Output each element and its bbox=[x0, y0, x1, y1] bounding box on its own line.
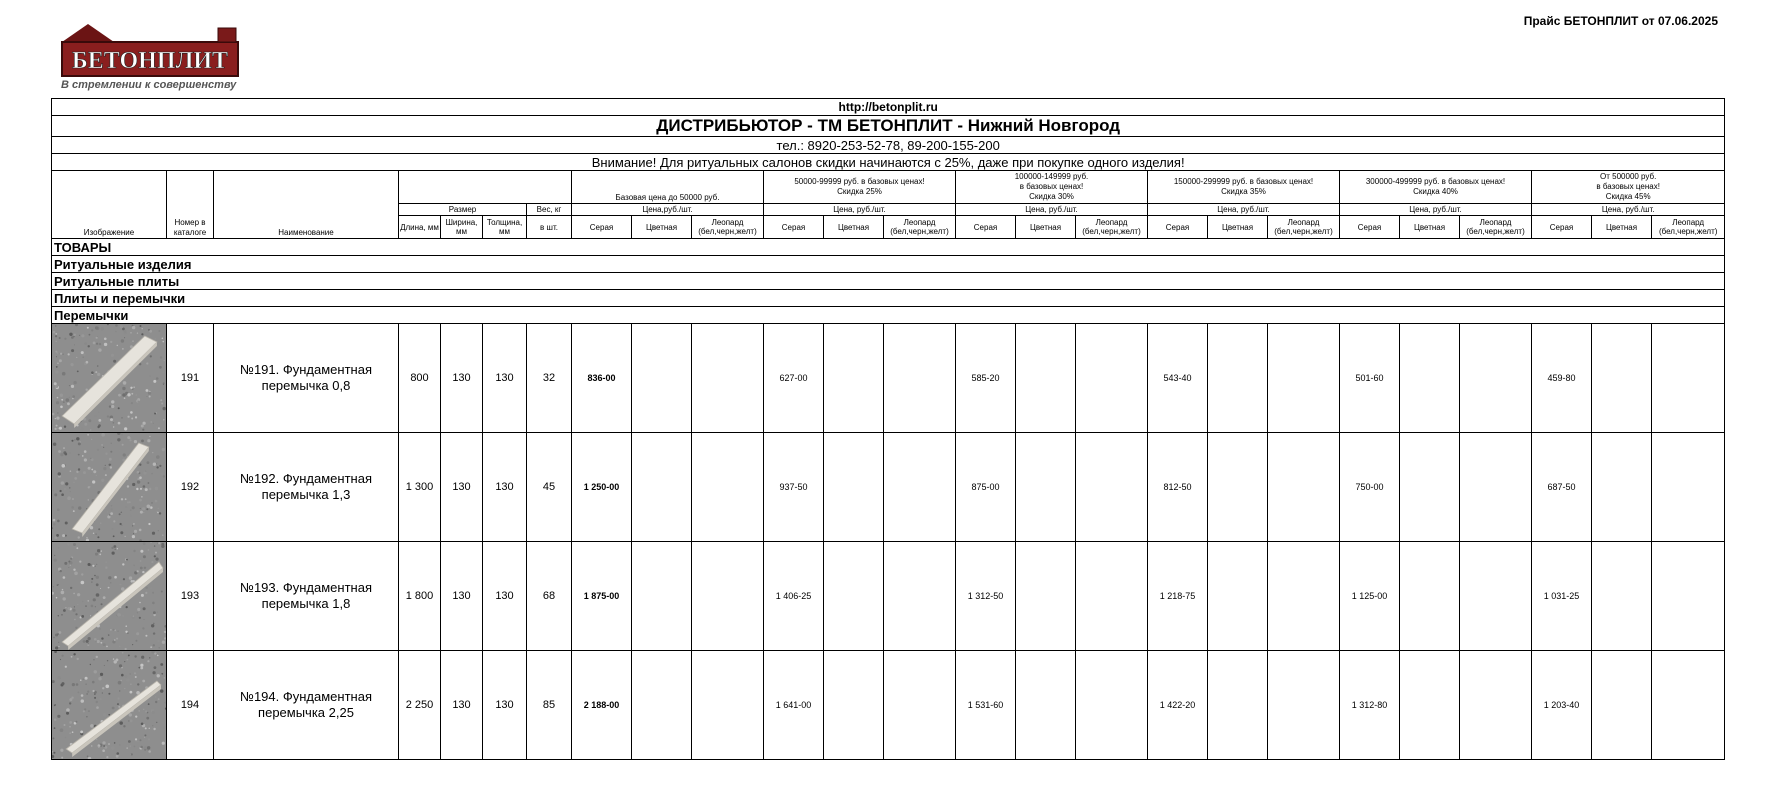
length-value: 800 bbox=[399, 324, 441, 433]
price-colored-group-1 bbox=[632, 542, 692, 651]
logo-tagline: В стремлении к совершенству bbox=[61, 79, 237, 91]
price-colored-group-4 bbox=[1208, 324, 1268, 433]
catalog-number: 194 bbox=[167, 651, 214, 760]
price-group-4-line2: Скидка 35% bbox=[1221, 187, 1266, 196]
col-header-leopard: Леопард (бел,черн,желт) bbox=[1652, 216, 1725, 239]
col-header-leopard: Леопард (бел,черн,желт) bbox=[1460, 216, 1532, 239]
price-leopard-group-2 bbox=[884, 542, 956, 651]
price-leopard-group-2 bbox=[884, 651, 956, 760]
length-value: 1 800 bbox=[399, 542, 441, 651]
col-header-gray: Серая bbox=[1340, 216, 1400, 239]
category-row bbox=[52, 256, 1725, 273]
header-blank bbox=[399, 171, 572, 204]
catalog-number: 193 bbox=[167, 542, 214, 651]
sheet-title: ДИСТРИБЬЮТОР - ТМ БЕТОНПЛИТ - Нижний Новгород bbox=[52, 116, 1725, 137]
price-gray-group-6: 1 203-40 bbox=[1532, 651, 1592, 760]
col-header-weight: Вес, кг bbox=[527, 204, 572, 216]
price-colored-group-2 bbox=[824, 651, 884, 760]
price-gray-group-1: 836-00 bbox=[572, 324, 632, 433]
product-photo bbox=[52, 542, 166, 650]
discount-notice: Внимание! Для ритуальных салонов скидки начинаются с 25%, даже при покупке одного изделия! bbox=[52, 154, 1725, 171]
price-leopard-group-5 bbox=[1460, 324, 1532, 433]
price-leopard-group-6 bbox=[1652, 433, 1725, 542]
price-leopard-group-4 bbox=[1268, 324, 1340, 433]
price-group-4-condition bbox=[1148, 171, 1340, 204]
col-header-leopard: Леопард (бел,черн,желт) bbox=[692, 216, 764, 239]
col-header-catalog-number: Номер в каталоге bbox=[167, 171, 214, 239]
thickness-value: 130 bbox=[483, 324, 527, 433]
price-leopard-group-3 bbox=[1076, 324, 1148, 433]
weight-value: 85 bbox=[527, 651, 572, 760]
product-row bbox=[52, 433, 1725, 542]
price-table bbox=[51, 98, 1725, 760]
price-gray-group-4: 1 422-20 bbox=[1148, 651, 1208, 760]
price-group-1-line1: Базовая цена до 50000 руб. bbox=[615, 193, 720, 202]
price-gray-group-3: 1 531-60 bbox=[956, 651, 1016, 760]
price-leopard-group-2 bbox=[884, 324, 956, 433]
price-colored-group-1 bbox=[632, 651, 692, 760]
col-header-leopard: Леопард (бел,черн,желт) bbox=[1268, 216, 1340, 239]
weight-value: 45 bbox=[527, 433, 572, 542]
col-header-gray: Серая bbox=[764, 216, 824, 239]
width-value: 130 bbox=[441, 651, 483, 760]
length-value: 1 300 bbox=[399, 433, 441, 542]
price-colored-group-5 bbox=[1400, 324, 1460, 433]
price-group-6-line1: От 500000 руб. bbox=[1600, 172, 1657, 181]
col-header-leopard: Леопард (бел,черн,желт) bbox=[884, 216, 956, 239]
price-colored-group-3 bbox=[1016, 433, 1076, 542]
price-gray-group-1: 2 188-00 bbox=[572, 651, 632, 760]
price-group-3-unit: Цена, руб./шт. bbox=[956, 204, 1148, 216]
price-gray-group-6: 1 031-25 bbox=[1532, 542, 1592, 651]
price-gray-group-2: 937-50 bbox=[764, 433, 824, 542]
price-leopard-group-4 bbox=[1268, 542, 1340, 651]
product-name: №194. Фундаментная перемычка 2,25 bbox=[214, 651, 399, 760]
col-header-width: Ширина, мм bbox=[441, 216, 483, 239]
price-leopard-group-5 bbox=[1460, 433, 1532, 542]
category-label: Перемычки bbox=[52, 307, 1725, 324]
col-header-weight-unit: в шт. bbox=[527, 216, 572, 239]
price-leopard-group-1 bbox=[692, 433, 764, 542]
col-header-gray: Серая bbox=[572, 216, 632, 239]
logo-emblem bbox=[58, 20, 240, 78]
product-name: №193. Фундаментная перемычка 1,8 bbox=[214, 542, 399, 651]
col-header-length: Длина, мм bbox=[399, 216, 441, 239]
price-gray-group-5: 750-00 bbox=[1340, 433, 1400, 542]
price-gray-group-5: 501-60 bbox=[1340, 324, 1400, 433]
logo-wordmark: БЕТОНПЛИТ bbox=[71, 48, 229, 74]
col-header-size: Размер bbox=[399, 204, 527, 216]
thickness-value: 130 bbox=[483, 651, 527, 760]
price-group-6-line3: Скидка 45% bbox=[1605, 192, 1651, 201]
price-gray-group-6: 459-80 bbox=[1532, 324, 1592, 433]
price-gray-group-1: 1 250-00 bbox=[572, 433, 632, 542]
price-leopard-group-4 bbox=[1268, 651, 1340, 760]
price-group-4-unit: Цена, руб./шт. bbox=[1148, 204, 1340, 216]
col-header-thickness: Толщина, мм bbox=[483, 216, 527, 239]
company-logo bbox=[58, 20, 242, 92]
col-header-gray: Серая bbox=[1532, 216, 1592, 239]
price-group-5-line1: 300000-499999 руб. в базовых ценах! bbox=[1365, 177, 1506, 186]
price-leopard-group-4 bbox=[1268, 433, 1340, 542]
product-photo bbox=[52, 324, 166, 432]
category-row bbox=[52, 273, 1725, 290]
price-gray-group-5: 1 312-80 bbox=[1340, 651, 1400, 760]
price-group-2-unit: Цена, руб./шт. bbox=[764, 204, 956, 216]
weight-value: 32 bbox=[527, 324, 572, 433]
price-gray-group-2: 627-00 bbox=[764, 324, 824, 433]
category-label: ТОВАРЫ bbox=[52, 239, 1725, 256]
price-group-4-line1: 150000-299999 руб. в базовых ценах! bbox=[1173, 177, 1314, 186]
price-group-6-unit: Цена, руб./шт. bbox=[1532, 204, 1725, 216]
price-group-2-condition bbox=[764, 171, 956, 204]
price-gray-group-4: 1 218-75 bbox=[1148, 542, 1208, 651]
catalog-number: 191 bbox=[167, 324, 214, 433]
price-colored-group-4 bbox=[1208, 433, 1268, 542]
price-gray-group-4: 812-50 bbox=[1148, 433, 1208, 542]
price-gray-group-1: 1 875-00 bbox=[572, 542, 632, 651]
price-colored-group-3 bbox=[1016, 542, 1076, 651]
price-leopard-group-6 bbox=[1652, 324, 1725, 433]
price-colored-group-4 bbox=[1208, 651, 1268, 760]
product-image-cell bbox=[52, 433, 167, 542]
product-image-cell bbox=[52, 324, 167, 433]
product-image-cell bbox=[52, 651, 167, 760]
col-header-name: Наименование bbox=[214, 171, 399, 239]
price-group-1-unit: Цена,руб./шт. bbox=[572, 204, 764, 216]
product-photo bbox=[52, 651, 166, 759]
price-gray-group-6: 687-50 bbox=[1532, 433, 1592, 542]
price-colored-group-2 bbox=[824, 324, 884, 433]
length-value: 2 250 bbox=[399, 651, 441, 760]
col-header-gray: Серая bbox=[1148, 216, 1208, 239]
price-colored-group-5 bbox=[1400, 542, 1460, 651]
category-row bbox=[52, 307, 1725, 324]
price-colored-group-4 bbox=[1208, 542, 1268, 651]
price-leopard-group-1 bbox=[692, 651, 764, 760]
price-leopard-group-5 bbox=[1460, 542, 1532, 651]
price-leopard-group-3 bbox=[1076, 433, 1148, 542]
product-row bbox=[52, 542, 1725, 651]
price-group-2-line1: 50000-99999 руб. в базовых ценах! bbox=[794, 177, 925, 186]
col-header-colored: Цветная bbox=[1016, 216, 1076, 239]
category-label: Плиты и перемычки bbox=[52, 290, 1725, 307]
product-row bbox=[52, 324, 1725, 433]
price-colored-group-2 bbox=[824, 433, 884, 542]
price-group-5-condition bbox=[1340, 171, 1532, 204]
price-colored-group-6 bbox=[1592, 542, 1652, 651]
thickness-value: 130 bbox=[483, 433, 527, 542]
price-leopard-group-1 bbox=[692, 542, 764, 651]
price-colored-group-1 bbox=[632, 433, 692, 542]
price-colored-group-3 bbox=[1016, 651, 1076, 760]
price-colored-group-3 bbox=[1016, 324, 1076, 433]
price-leopard-group-5 bbox=[1460, 651, 1532, 760]
col-header-colored: Цветная bbox=[1400, 216, 1460, 239]
price-group-6-line2: в базовых ценах! bbox=[1596, 182, 1660, 191]
category-label: Ритуальные изделия bbox=[52, 256, 1725, 273]
price-group-1-condition bbox=[572, 171, 764, 204]
price-colored-group-6 bbox=[1592, 433, 1652, 542]
price-leopard-group-1 bbox=[692, 324, 764, 433]
category-row bbox=[52, 239, 1725, 256]
price-colored-group-5 bbox=[1400, 651, 1460, 760]
price-group-3-line2: в базовых ценах! bbox=[1019, 182, 1084, 191]
category-row bbox=[52, 290, 1725, 307]
category-label: Ритуальные плиты bbox=[52, 273, 1725, 290]
contact-phone: тел.: 8920-253-52-78, 89-200-155-200 bbox=[52, 137, 1725, 154]
price-group-6-condition bbox=[1532, 171, 1725, 204]
price-gray-group-3: 875-00 bbox=[956, 433, 1016, 542]
width-value: 130 bbox=[441, 542, 483, 651]
col-header-leopard: Леопард (бел,черн,желт) bbox=[1076, 216, 1148, 239]
col-header-gray: Серая bbox=[956, 216, 1016, 239]
col-header-colored: Цветная bbox=[1592, 216, 1652, 239]
price-list-date-title: Прайс БЕТОНПЛИТ от 07.06.2025 bbox=[1523, 14, 1718, 28]
product-row bbox=[52, 651, 1725, 760]
price-gray-group-3: 585-20 bbox=[956, 324, 1016, 433]
col-header-colored: Цветная bbox=[632, 216, 692, 239]
price-group-5-unit: Цена, руб./шт. bbox=[1340, 204, 1532, 216]
col-header-colored: Цветная bbox=[1208, 216, 1268, 239]
col-header-image: Изображение bbox=[52, 171, 167, 239]
website-url[interactable]: http://betonplit.ru bbox=[52, 99, 1725, 116]
price-leopard-group-6 bbox=[1652, 651, 1725, 760]
price-group-3-line1: 100000-149999 руб. bbox=[1014, 172, 1089, 181]
price-leopard-group-3 bbox=[1076, 651, 1148, 760]
price-group-3-line3: Скидка 30% bbox=[1029, 192, 1074, 201]
price-colored-group-1 bbox=[632, 324, 692, 433]
width-value: 130 bbox=[441, 433, 483, 542]
price-gray-group-4: 543-40 bbox=[1148, 324, 1208, 433]
product-photo bbox=[52, 433, 166, 541]
price-colored-group-2 bbox=[824, 542, 884, 651]
product-name: №192. Фундаментная перемычка 1,3 bbox=[214, 433, 399, 542]
price-gray-group-2: 1 641-00 bbox=[764, 651, 824, 760]
price-colored-group-6 bbox=[1592, 324, 1652, 433]
price-leopard-group-3 bbox=[1076, 542, 1148, 651]
product-name: №191. Фундаментная перемычка 0,8 bbox=[214, 324, 399, 433]
price-colored-group-5 bbox=[1400, 433, 1460, 542]
price-gray-group-5: 1 125-00 bbox=[1340, 542, 1400, 651]
price-leopard-group-2 bbox=[884, 433, 956, 542]
price-colored-group-6 bbox=[1592, 651, 1652, 760]
col-header-colored: Цветная bbox=[824, 216, 884, 239]
weight-value: 68 bbox=[527, 542, 572, 651]
price-gray-group-2: 1 406-25 bbox=[764, 542, 824, 651]
width-value: 130 bbox=[441, 324, 483, 433]
price-group-2-line2: Скидка 25% bbox=[837, 187, 882, 196]
price-gray-group-3: 1 312-50 bbox=[956, 542, 1016, 651]
product-image-cell bbox=[52, 542, 167, 651]
price-group-3-condition bbox=[956, 171, 1148, 204]
catalog-number: 192 bbox=[167, 433, 214, 542]
thickness-value: 130 bbox=[483, 542, 527, 651]
price-group-5-line2: Скидка 40% bbox=[1413, 187, 1458, 196]
price-leopard-group-6 bbox=[1652, 542, 1725, 651]
